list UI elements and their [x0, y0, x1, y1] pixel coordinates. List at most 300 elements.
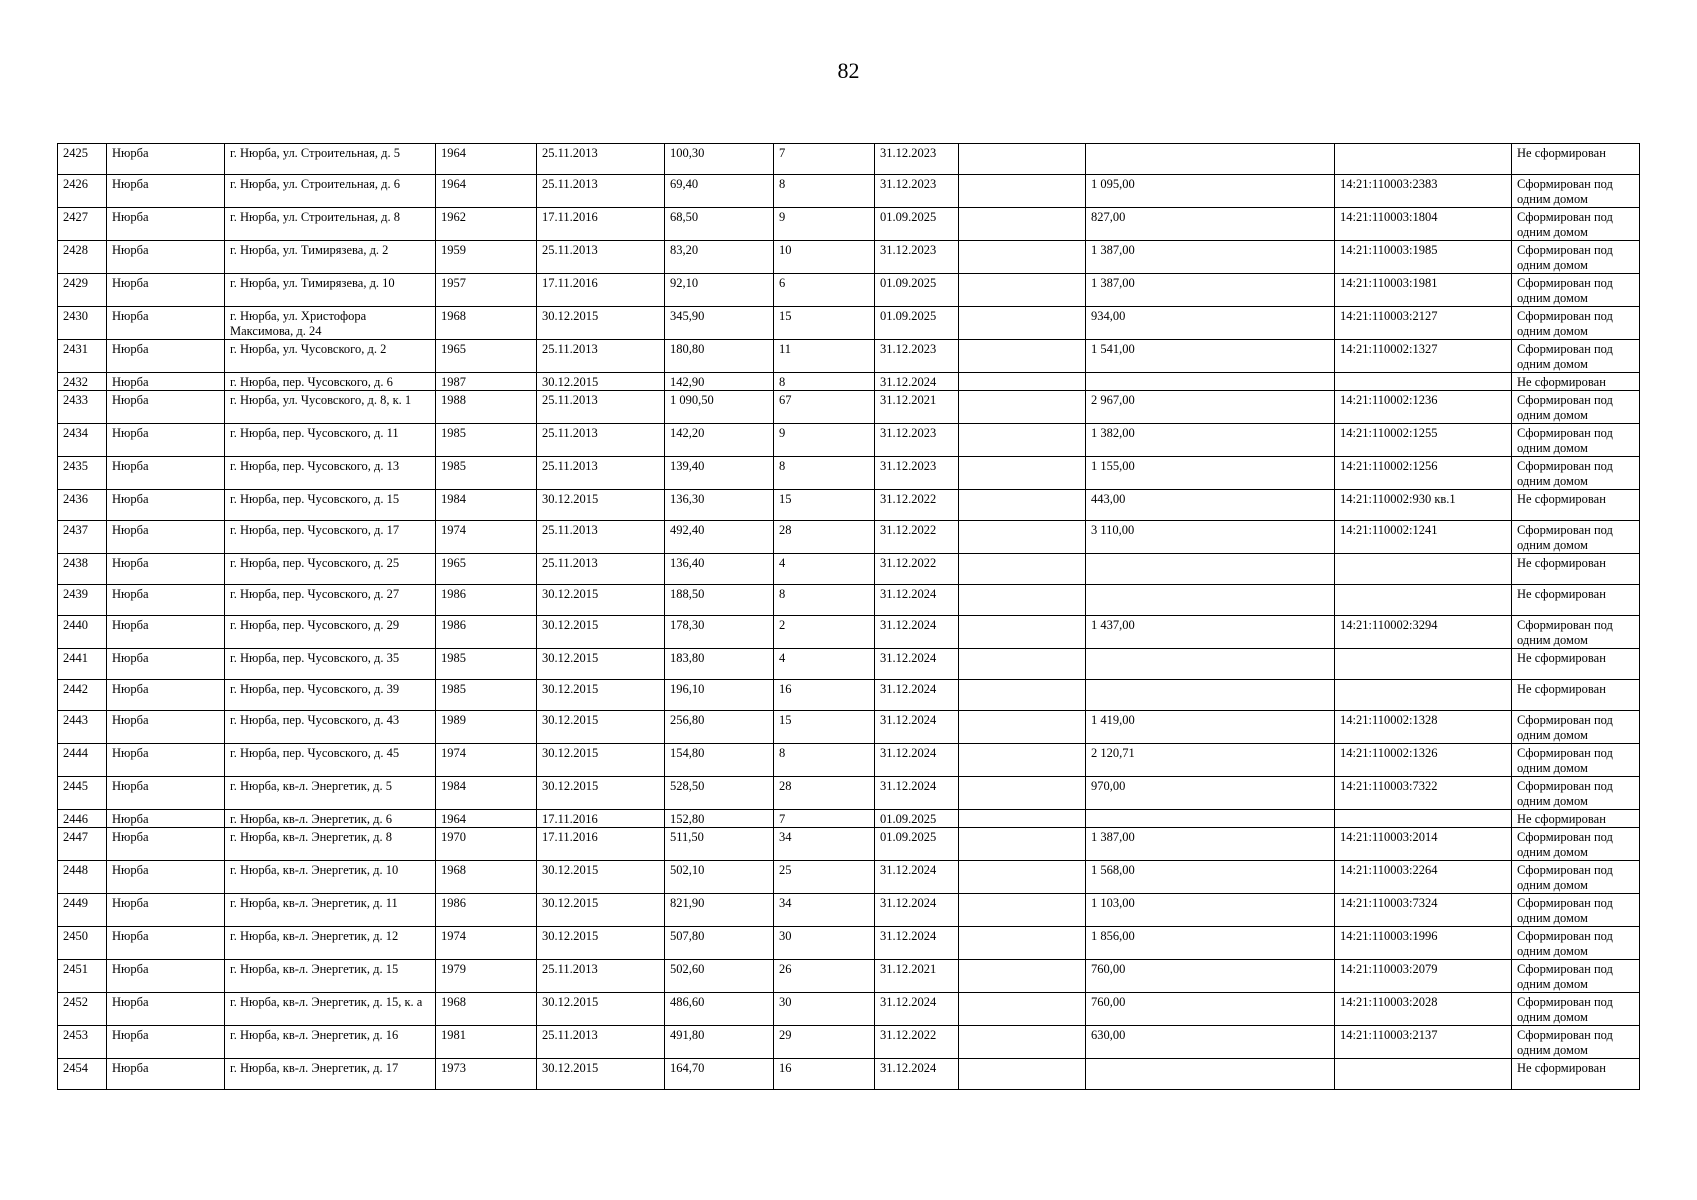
land-status-cell: Сформирован под одним домом	[1512, 424, 1640, 457]
land-status-cell: Сформирован под одним домом	[1512, 960, 1640, 993]
table-row	[58, 274, 1640, 307]
area-cell: 92,10	[665, 274, 774, 307]
recognition-date-cell: 30.12.2015	[537, 861, 665, 894]
area-cell: 183,80	[665, 649, 774, 680]
table-row	[58, 894, 1640, 927]
extra-cell	[959, 274, 1086, 307]
table-row	[58, 373, 1640, 391]
recognition-date-cell: 25.11.2013	[537, 241, 665, 274]
address-cell: г. Нюрба, кв-л. Энергетик, д. 12	[225, 927, 436, 960]
deadline-cell: 31.12.2021	[875, 960, 959, 993]
land-area-cell: 1 387,00	[1086, 241, 1335, 274]
extra-cell	[959, 894, 1086, 927]
row-number-cell: 2437	[58, 521, 107, 554]
row-number-cell: 2441	[58, 649, 107, 680]
row-number-cell: 2451	[58, 960, 107, 993]
land-area-cell: 2 967,00	[1086, 391, 1335, 424]
extra-cell	[959, 680, 1086, 711]
table-row	[58, 777, 1640, 810]
residents-cell: 15	[774, 307, 875, 340]
address-cell: г. Нюрба, пер. Чусовского, д. 39	[225, 680, 436, 711]
residents-cell: 15	[774, 711, 875, 744]
residents-cell: 30	[774, 993, 875, 1026]
address-cell: г. Нюрба, кв-л. Энергетик, д. 5	[225, 777, 436, 810]
row-number-cell: 2452	[58, 993, 107, 1026]
land-area-cell: 1 541,00	[1086, 340, 1335, 373]
recognition-date-cell: 25.11.2013	[537, 175, 665, 208]
row-number-cell: 2450	[58, 927, 107, 960]
extra-cell	[959, 521, 1086, 554]
cadastral-number-cell: 14:21:110002:1255	[1335, 424, 1512, 457]
row-number-cell: 2429	[58, 274, 107, 307]
cadastral-number-cell: 14:21:110002:1327	[1335, 340, 1512, 373]
row-number-cell: 2444	[58, 744, 107, 777]
table-row	[58, 828, 1640, 861]
area-cell: 188,50	[665, 585, 774, 616]
recognition-date-cell: 25.11.2013	[537, 391, 665, 424]
row-number-cell: 2442	[58, 680, 107, 711]
recognition-date-cell: 25.11.2013	[537, 960, 665, 993]
land-area-cell	[1086, 585, 1335, 616]
area-cell: 1 090,50	[665, 391, 774, 424]
land-area-cell	[1086, 554, 1335, 585]
recognition-date-cell: 25.11.2013	[537, 457, 665, 490]
cadastral-number-cell: 14:21:110002:930 кв.1	[1335, 490, 1512, 521]
recognition-date-cell: 25.11.2013	[537, 340, 665, 373]
recognition-date-cell: 30.12.2015	[537, 777, 665, 810]
residents-cell: 30	[774, 927, 875, 960]
residents-cell: 26	[774, 960, 875, 993]
settlement-cell: Нюрба	[107, 960, 225, 993]
address-cell: г. Нюрба, пер. Чусовского, д. 45	[225, 744, 436, 777]
deadline-cell: 31.12.2024	[875, 777, 959, 810]
residents-cell: 4	[774, 649, 875, 680]
extra-cell	[959, 144, 1086, 175]
land-status-cell: Сформирован под одним домом	[1512, 241, 1640, 274]
deadline-cell: 31.12.2024	[875, 649, 959, 680]
land-status-cell: Сформирован под одним домом	[1512, 307, 1640, 340]
settlement-cell: Нюрба	[107, 649, 225, 680]
address-cell: г. Нюрба, пер. Чусовского, д. 11	[225, 424, 436, 457]
residents-cell: 4	[774, 554, 875, 585]
land-status-cell: Сформирован под одним домом	[1512, 894, 1640, 927]
table-row	[58, 340, 1640, 373]
residents-cell: 16	[774, 680, 875, 711]
row-number-cell: 2434	[58, 424, 107, 457]
land-status-cell: Не сформирован	[1512, 1059, 1640, 1090]
extra-cell	[959, 175, 1086, 208]
settlement-cell: Нюрба	[107, 894, 225, 927]
land-area-cell: 1 103,00	[1086, 894, 1335, 927]
land-area-cell: 760,00	[1086, 993, 1335, 1026]
extra-cell	[959, 1026, 1086, 1059]
extra-cell	[959, 424, 1086, 457]
table-row	[58, 744, 1640, 777]
recognition-date-cell: 30.12.2015	[537, 585, 665, 616]
address-cell: г. Нюрба, ул. Тимирязева, д. 10	[225, 274, 436, 307]
land-area-cell	[1086, 144, 1335, 175]
year-built-cell: 1970	[436, 828, 537, 861]
recognition-date-cell: 30.12.2015	[537, 894, 665, 927]
year-built-cell: 1968	[436, 861, 537, 894]
land-area-cell	[1086, 1059, 1335, 1090]
year-built-cell: 1986	[436, 616, 537, 649]
deadline-cell: 31.12.2021	[875, 391, 959, 424]
cadastral-number-cell: 14:21:110003:2028	[1335, 993, 1512, 1026]
address-cell: г. Нюрба, пер. Чусовского, д. 29	[225, 616, 436, 649]
cadastral-number-cell: 14:21:110003:2127	[1335, 307, 1512, 340]
year-built-cell: 1974	[436, 927, 537, 960]
cadastral-number-cell	[1335, 373, 1512, 391]
land-area-cell: 3 110,00	[1086, 521, 1335, 554]
settlement-cell: Нюрба	[107, 585, 225, 616]
extra-cell	[959, 490, 1086, 521]
land-status-cell: Сформирован под одним домом	[1512, 993, 1640, 1026]
row-number-cell: 2438	[58, 554, 107, 585]
residents-cell: 67	[774, 391, 875, 424]
address-cell: г. Нюрба, кв-л. Энергетик, д. 16	[225, 1026, 436, 1059]
extra-cell	[959, 391, 1086, 424]
residents-cell: 11	[774, 340, 875, 373]
land-area-cell: 1 387,00	[1086, 828, 1335, 861]
area-cell: 152,80	[665, 810, 774, 828]
cadastral-number-cell: 14:21:110003:1985	[1335, 241, 1512, 274]
housing-registry-table	[57, 143, 1640, 1090]
page-number: 82	[837, 58, 860, 83]
row-number-cell: 2446	[58, 810, 107, 828]
settlement-cell: Нюрба	[107, 340, 225, 373]
area-cell: 491,80	[665, 1026, 774, 1059]
table-row	[58, 424, 1640, 457]
land-area-cell: 1 568,00	[1086, 861, 1335, 894]
recognition-date-cell: 30.12.2015	[537, 927, 665, 960]
recognition-date-cell: 25.11.2013	[537, 424, 665, 457]
cadastral-number-cell: 14:21:110003:2264	[1335, 861, 1512, 894]
settlement-cell: Нюрба	[107, 457, 225, 490]
settlement-cell: Нюрба	[107, 307, 225, 340]
extra-cell	[959, 554, 1086, 585]
row-number-cell: 2425	[58, 144, 107, 175]
address-cell: г. Нюрба, ул. Строительная, д. 6	[225, 175, 436, 208]
area-cell: 492,40	[665, 521, 774, 554]
recognition-date-cell: 30.12.2015	[537, 616, 665, 649]
deadline-cell: 31.12.2023	[875, 144, 959, 175]
address-cell: г. Нюрба, пер. Чусовского, д. 15	[225, 490, 436, 521]
row-number-cell: 2448	[58, 861, 107, 894]
address-cell: г. Нюрба, кв-л. Энергетик, д. 8	[225, 828, 436, 861]
recognition-date-cell: 17.11.2016	[537, 828, 665, 861]
year-built-cell: 1962	[436, 208, 537, 241]
year-built-cell: 1985	[436, 457, 537, 490]
residents-cell: 2	[774, 616, 875, 649]
land-status-cell: Не сформирован	[1512, 490, 1640, 521]
table-row	[58, 1026, 1640, 1059]
year-built-cell: 1973	[436, 1059, 537, 1090]
table-row	[58, 457, 1640, 490]
land-status-cell: Сформирован под одним домом	[1512, 391, 1640, 424]
residents-cell: 10	[774, 241, 875, 274]
row-number-cell: 2427	[58, 208, 107, 241]
year-built-cell: 1989	[436, 711, 537, 744]
residents-cell: 8	[774, 373, 875, 391]
area-cell: 507,80	[665, 927, 774, 960]
land-status-cell: Не сформирован	[1512, 680, 1640, 711]
cadastral-number-cell	[1335, 585, 1512, 616]
area-cell: 68,50	[665, 208, 774, 241]
year-built-cell: 1981	[436, 1026, 537, 1059]
recognition-date-cell: 17.11.2016	[537, 810, 665, 828]
table-row	[58, 960, 1640, 993]
row-number-cell: 2428	[58, 241, 107, 274]
area-cell: 69,40	[665, 175, 774, 208]
extra-cell	[959, 861, 1086, 894]
table-row	[58, 391, 1640, 424]
table-row	[58, 521, 1640, 554]
cadastral-number-cell	[1335, 554, 1512, 585]
extra-cell	[959, 711, 1086, 744]
row-number-cell: 2445	[58, 777, 107, 810]
address-cell: г. Нюрба, пер. Чусовского, д. 6	[225, 373, 436, 391]
area-cell: 345,90	[665, 307, 774, 340]
cadastral-number-cell: 14:21:110003:2137	[1335, 1026, 1512, 1059]
deadline-cell: 31.12.2023	[875, 457, 959, 490]
recognition-date-cell: 30.12.2015	[537, 1059, 665, 1090]
land-status-cell: Сформирован под одним домом	[1512, 521, 1640, 554]
year-built-cell: 1984	[436, 490, 537, 521]
land-status-cell: Сформирован под одним домом	[1512, 927, 1640, 960]
land-status-cell: Не сформирован	[1512, 585, 1640, 616]
year-built-cell: 1974	[436, 521, 537, 554]
cadastral-number-cell: 14:21:110003:2079	[1335, 960, 1512, 993]
area-cell: 502,10	[665, 861, 774, 894]
table-row	[58, 490, 1640, 521]
settlement-cell: Нюрба	[107, 241, 225, 274]
row-number-cell: 2449	[58, 894, 107, 927]
year-built-cell: 1965	[436, 554, 537, 585]
land-status-cell: Не сформирован	[1512, 554, 1640, 585]
deadline-cell: 01.09.2025	[875, 828, 959, 861]
residents-cell: 9	[774, 424, 875, 457]
row-number-cell: 2430	[58, 307, 107, 340]
recognition-date-cell: 25.11.2013	[537, 1026, 665, 1059]
address-cell: г. Нюрба, ул. Чусовского, д. 8, к. 1	[225, 391, 436, 424]
residents-cell: 7	[774, 810, 875, 828]
address-cell: г. Нюрба, ул. Христофора Максимова, д. 24	[225, 307, 436, 340]
deadline-cell: 31.12.2024	[875, 744, 959, 777]
residents-cell: 8	[774, 457, 875, 490]
settlement-cell: Нюрба	[107, 490, 225, 521]
row-number-cell: 2431	[58, 340, 107, 373]
address-cell: г. Нюрба, ул. Строительная, д. 5	[225, 144, 436, 175]
deadline-cell: 31.12.2022	[875, 490, 959, 521]
cadastral-number-cell	[1335, 144, 1512, 175]
row-number-cell: 2433	[58, 391, 107, 424]
land-area-cell: 1 387,00	[1086, 274, 1335, 307]
row-number-cell: 2432	[58, 373, 107, 391]
cadastral-number-cell: 14:21:110003:1996	[1335, 927, 1512, 960]
table-row	[58, 585, 1640, 616]
deadline-cell: 01.09.2025	[875, 274, 959, 307]
extra-cell	[959, 828, 1086, 861]
extra-cell	[959, 1059, 1086, 1090]
cadastral-number-cell: 14:21:110002:1256	[1335, 457, 1512, 490]
residents-cell: 8	[774, 175, 875, 208]
year-built-cell: 1986	[436, 585, 537, 616]
table-row	[58, 810, 1640, 828]
extra-cell	[959, 307, 1086, 340]
address-cell: г. Нюрба, кв-л. Энергетик, д. 15, к. а	[225, 993, 436, 1026]
recognition-date-cell: 30.12.2015	[537, 490, 665, 521]
address-cell: г. Нюрба, пер. Чусовского, д. 43	[225, 711, 436, 744]
land-status-cell: Сформирован под одним домом	[1512, 340, 1640, 373]
residents-cell: 9	[774, 208, 875, 241]
year-built-cell: 1964	[436, 175, 537, 208]
land-status-cell: Сформирован под одним домом	[1512, 744, 1640, 777]
extra-cell	[959, 373, 1086, 391]
deadline-cell: 31.12.2022	[875, 521, 959, 554]
table-row	[58, 554, 1640, 585]
settlement-cell: Нюрба	[107, 373, 225, 391]
address-cell: г. Нюрба, ул. Чусовского, д. 2	[225, 340, 436, 373]
area-cell: 256,80	[665, 711, 774, 744]
settlement-cell: Нюрба	[107, 680, 225, 711]
land-area-cell: 1 419,00	[1086, 711, 1335, 744]
settlement-cell: Нюрба	[107, 861, 225, 894]
deadline-cell: 01.09.2025	[875, 810, 959, 828]
area-cell: 511,50	[665, 828, 774, 861]
year-built-cell: 1985	[436, 649, 537, 680]
settlement-cell: Нюрба	[107, 521, 225, 554]
table-row	[58, 927, 1640, 960]
area-cell: 142,20	[665, 424, 774, 457]
residents-cell: 6	[774, 274, 875, 307]
settlement-cell: Нюрба	[107, 711, 225, 744]
residents-cell: 28	[774, 521, 875, 554]
cadastral-number-cell: 14:21:110003:7324	[1335, 894, 1512, 927]
settlement-cell: Нюрба	[107, 616, 225, 649]
address-cell: г. Нюрба, кв-л. Энергетик, д. 15	[225, 960, 436, 993]
row-number-cell: 2453	[58, 1026, 107, 1059]
area-cell: 528,50	[665, 777, 774, 810]
row-number-cell: 2435	[58, 457, 107, 490]
year-built-cell: 1985	[436, 424, 537, 457]
extra-cell	[959, 241, 1086, 274]
deadline-cell: 31.12.2023	[875, 340, 959, 373]
land-area-cell	[1086, 680, 1335, 711]
extra-cell	[959, 927, 1086, 960]
deadline-cell: 31.12.2024	[875, 1059, 959, 1090]
cadastral-number-cell: 14:21:110002:1326	[1335, 744, 1512, 777]
settlement-cell: Нюрба	[107, 274, 225, 307]
year-built-cell: 1987	[436, 373, 537, 391]
land-area-cell: 1 155,00	[1086, 457, 1335, 490]
deadline-cell: 01.09.2025	[875, 208, 959, 241]
row-number-cell: 2426	[58, 175, 107, 208]
area-cell: 164,70	[665, 1059, 774, 1090]
recognition-date-cell: 25.11.2013	[537, 521, 665, 554]
address-cell: г. Нюрба, ул. Тимирязева, д. 2	[225, 241, 436, 274]
land-status-cell: Не сформирован	[1512, 144, 1640, 175]
table-row	[58, 208, 1640, 241]
residents-cell: 29	[774, 1026, 875, 1059]
land-area-cell: 827,00	[1086, 208, 1335, 241]
extra-cell	[959, 777, 1086, 810]
settlement-cell: Нюрба	[107, 927, 225, 960]
extra-cell	[959, 810, 1086, 828]
address-cell: г. Нюрба, кв-л. Энергетик, д. 6	[225, 810, 436, 828]
year-built-cell: 1986	[436, 894, 537, 927]
table-row	[58, 861, 1640, 894]
land-status-cell: Сформирован под одним домом	[1512, 711, 1640, 744]
cadastral-number-cell: 14:21:110003:7322	[1335, 777, 1512, 810]
address-cell: г. Нюрба, кв-л. Энергетик, д. 11	[225, 894, 436, 927]
address-cell: г. Нюрба, кв-л. Энергетик, д. 17	[225, 1059, 436, 1090]
settlement-cell: Нюрба	[107, 744, 225, 777]
address-cell: г. Нюрба, кв-л. Энергетик, д. 10	[225, 861, 436, 894]
year-built-cell: 1964	[436, 144, 537, 175]
cadastral-number-cell: 14:21:110002:3294	[1335, 616, 1512, 649]
residents-cell: 15	[774, 490, 875, 521]
table-row	[58, 144, 1640, 175]
recognition-date-cell: 30.12.2015	[537, 744, 665, 777]
land-area-cell: 1 382,00	[1086, 424, 1335, 457]
table-row	[58, 680, 1640, 711]
land-status-cell: Сформирован под одним домом	[1512, 1026, 1640, 1059]
address-cell: г. Нюрба, пер. Чусовского, д. 25	[225, 554, 436, 585]
deadline-cell: 31.12.2023	[875, 175, 959, 208]
land-area-cell: 1 437,00	[1086, 616, 1335, 649]
settlement-cell: Нюрба	[107, 144, 225, 175]
row-number-cell: 2439	[58, 585, 107, 616]
extra-cell	[959, 993, 1086, 1026]
cadastral-number-cell: 14:21:110002:1236	[1335, 391, 1512, 424]
extra-cell	[959, 960, 1086, 993]
year-built-cell: 1964	[436, 810, 537, 828]
land-status-cell: Сформирован под одним домом	[1512, 777, 1640, 810]
year-built-cell: 1965	[436, 340, 537, 373]
residents-cell: 8	[774, 585, 875, 616]
year-built-cell: 1968	[436, 307, 537, 340]
area-cell: 142,90	[665, 373, 774, 391]
row-number-cell: 2440	[58, 616, 107, 649]
settlement-cell: Нюрба	[107, 810, 225, 828]
cadastral-number-cell: 14:21:110003:2014	[1335, 828, 1512, 861]
extra-cell	[959, 585, 1086, 616]
deadline-cell: 31.12.2024	[875, 861, 959, 894]
land-status-cell: Сформирован под одним домом	[1512, 457, 1640, 490]
deadline-cell: 31.12.2024	[875, 711, 959, 744]
settlement-cell: Нюрба	[107, 391, 225, 424]
year-built-cell: 1988	[436, 391, 537, 424]
area-cell: 83,20	[665, 241, 774, 274]
residents-cell: 34	[774, 894, 875, 927]
table-row	[58, 711, 1640, 744]
land-area-cell: 443,00	[1086, 490, 1335, 521]
table-row	[58, 307, 1640, 340]
year-built-cell: 1974	[436, 744, 537, 777]
land-area-cell	[1086, 810, 1335, 828]
recognition-date-cell: 17.11.2016	[537, 208, 665, 241]
address-cell: г. Нюрба, пер. Чусовского, д. 17	[225, 521, 436, 554]
year-built-cell: 1979	[436, 960, 537, 993]
area-cell: 486,60	[665, 993, 774, 1026]
address-cell: г. Нюрба, ул. Строительная, д. 8	[225, 208, 436, 241]
recognition-date-cell: 30.12.2015	[537, 680, 665, 711]
land-area-cell: 1 095,00	[1086, 175, 1335, 208]
settlement-cell: Нюрба	[107, 554, 225, 585]
table-row	[58, 175, 1640, 208]
land-status-cell: Сформирован под одним домом	[1512, 861, 1640, 894]
